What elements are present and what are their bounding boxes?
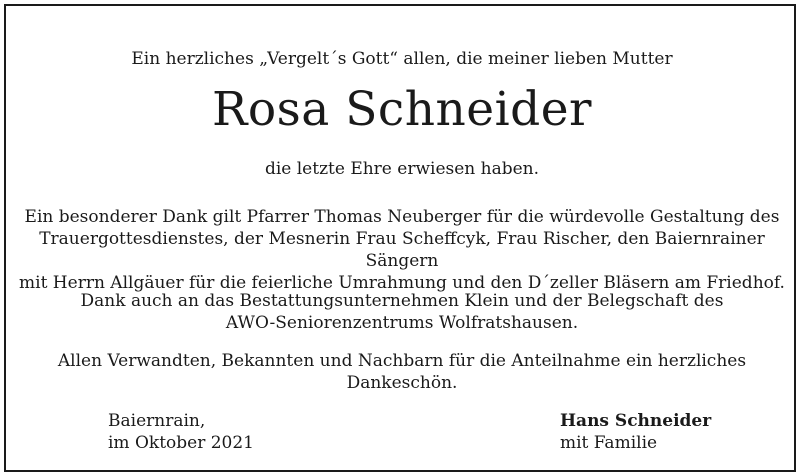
after-name-text: die letzte Ehre erwiesen haben. <box>264 159 540 179</box>
thanks-paragraph <box>6 206 798 294</box>
signature <box>560 410 711 454</box>
signature-name: Hans Schneider <box>560 411 712 431</box>
place: Baiernrain, <box>108 411 206 431</box>
funeral-home-paragraph <box>6 290 798 334</box>
thanks-line: mit Herrn Allgäuer für die feierliche Umrahmung und den D´zeller Bläsern am Friedhof. <box>19 273 785 293</box>
place-date <box>108 410 254 454</box>
notice-frame <box>4 4 796 472</box>
funeral-home-line: AWO-Seniorenzentrums Wolfratshausen. <box>225 313 579 333</box>
intro-text: Ein herzliches „Vergelt´s Gott“ allen, die meiner lieben Mutter <box>131 49 673 69</box>
closing-line: Allen Verwandten, Bekannten und Nachbarn für die Anteilnahme ein herzliches Dankeschön. <box>57 351 747 393</box>
funeral-home-line: Dank auch an das Bestattungsunternehmen Klein und der Belegschaft des <box>80 291 724 311</box>
thanks-line: Ein besonderer Dank gilt Pfarrer Thomas Neuberger für die würdevolle Gestaltung des <box>24 207 780 227</box>
deceased-name: Rosa Schneider <box>211 82 593 137</box>
date: im Oktober 2021 <box>108 433 255 453</box>
thanks-line: Trauergottesdienstes, der Mesnerin Frau Scheffcyk, Frau Rischer, den Baiernrainer Sängern <box>39 229 765 271</box>
signature-sub: mit Familie <box>560 433 658 453</box>
